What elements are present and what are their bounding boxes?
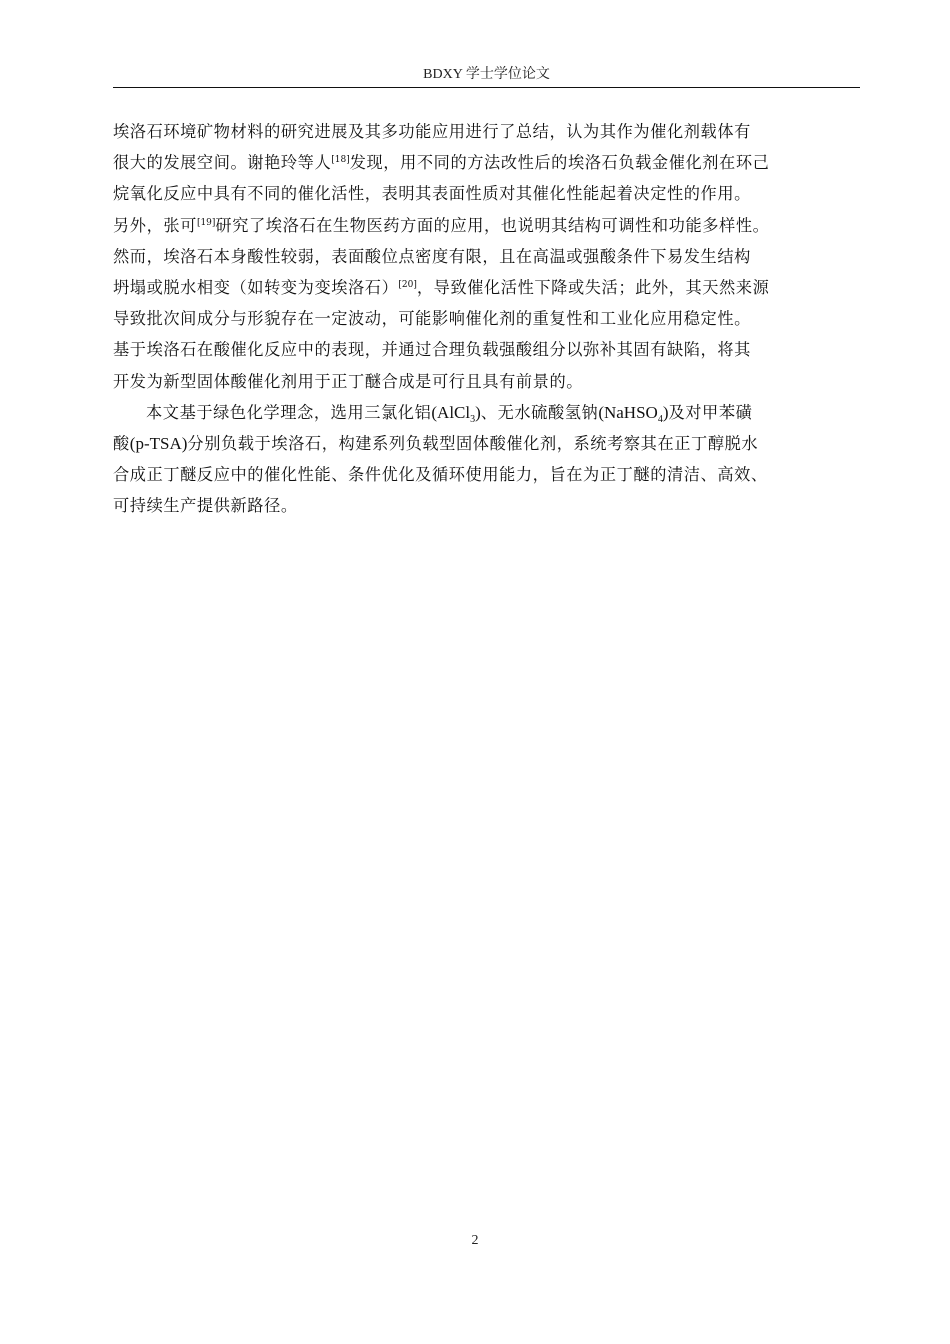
formula-text: ) bbox=[662, 402, 669, 422]
subscript: 3 bbox=[470, 413, 476, 425]
text-run: 坍塌或脱水相变（如转变为变埃洛石） bbox=[113, 277, 399, 297]
header-rule bbox=[113, 87, 860, 88]
paragraph-line bbox=[113, 397, 873, 428]
formula-text: (AlCl bbox=[431, 402, 471, 422]
paragraph-line: 开发为新型固体酸催化剂用于正丁醚合成是可行且具有前景的。 bbox=[113, 371, 584, 391]
chemical-formula: (p-TSA) bbox=[129, 433, 188, 453]
text-run: 很大的发展空间。谢艳玲等人 bbox=[113, 153, 332, 173]
text-run: 、无水硫酸氢钠 bbox=[480, 402, 599, 422]
chemical-formula bbox=[431, 402, 481, 425]
paragraph-line bbox=[113, 210, 873, 241]
paragraph-line bbox=[113, 147, 873, 178]
paragraph-line: 然而，埃洛石本身酸性较弱，表面酸位点密度有限，且在高温或强酸条件下易发生结构 bbox=[113, 246, 751, 266]
text-run: 另外，张可 bbox=[113, 215, 197, 235]
running-header: BDXY 学士学位论文 bbox=[423, 67, 550, 82]
paragraph-1 bbox=[113, 116, 873, 397]
text-run: 发现，用不同的方法改性后的埃洛石负载金催化剂在环己 bbox=[349, 153, 770, 173]
paragraph-line: 埃洛石环境矿物材料的研究进展及其多功能应用进行了总结，认为其作为催化剂载体有 bbox=[113, 122, 751, 141]
formula-text: (NaHSO bbox=[598, 402, 658, 422]
subscript: 4 bbox=[657, 413, 663, 425]
text-run: 酸 bbox=[113, 433, 130, 453]
text-run: 研究了埃洛石在生物医药方面的应用，也说明其结构可调性和功能多样性。 bbox=[215, 215, 770, 235]
formula-text: ) bbox=[475, 402, 481, 422]
chemical-formula bbox=[598, 402, 669, 425]
text-run: 本文基于绿色化学理念，选用三氯化铝 bbox=[146, 402, 432, 422]
paragraph-line bbox=[113, 428, 873, 459]
paragraph-line: 基于埃洛石在酸催化反应中的表现，并通过合理负载强酸组分以弥补其固有缺陷，将其 bbox=[113, 340, 751, 360]
paragraph-line: 可持续生产提供新路径。 bbox=[113, 496, 298, 516]
paragraph-2 bbox=[113, 397, 873, 522]
text-run: 分别负载于埃洛石，构建系列负载型固体酸催化剂，系统考察其在正丁醇脱水 bbox=[187, 433, 759, 453]
citation-ref[interactable]: [18] bbox=[331, 155, 350, 166]
text-run: ，导致催化活性下降或失活；此外，其天然来源 bbox=[416, 277, 770, 297]
page-number: 2 bbox=[471, 1233, 479, 1248]
text-run: 及对甲苯磺 bbox=[668, 402, 753, 422]
citation-ref[interactable]: [20] bbox=[398, 279, 417, 290]
body-text bbox=[113, 116, 873, 521]
citation-ref[interactable]: [19] bbox=[196, 217, 216, 228]
paragraph-line: 烷氧化反应中具有不同的催化活性，表明其表面性质对其催化性能起着决定性的作用。 bbox=[113, 184, 751, 204]
paragraph-line: 导致批次间成分与形貌存在一定波动，可能影响催化剂的重复性和工业化应用稳定性。 bbox=[113, 309, 751, 329]
paragraph-line: 合成正丁醚反应中的催化性能、条件优化及循环使用能力，旨在为正丁醚的清洁、高效、 bbox=[113, 465, 768, 485]
paragraph-line bbox=[113, 272, 873, 303]
